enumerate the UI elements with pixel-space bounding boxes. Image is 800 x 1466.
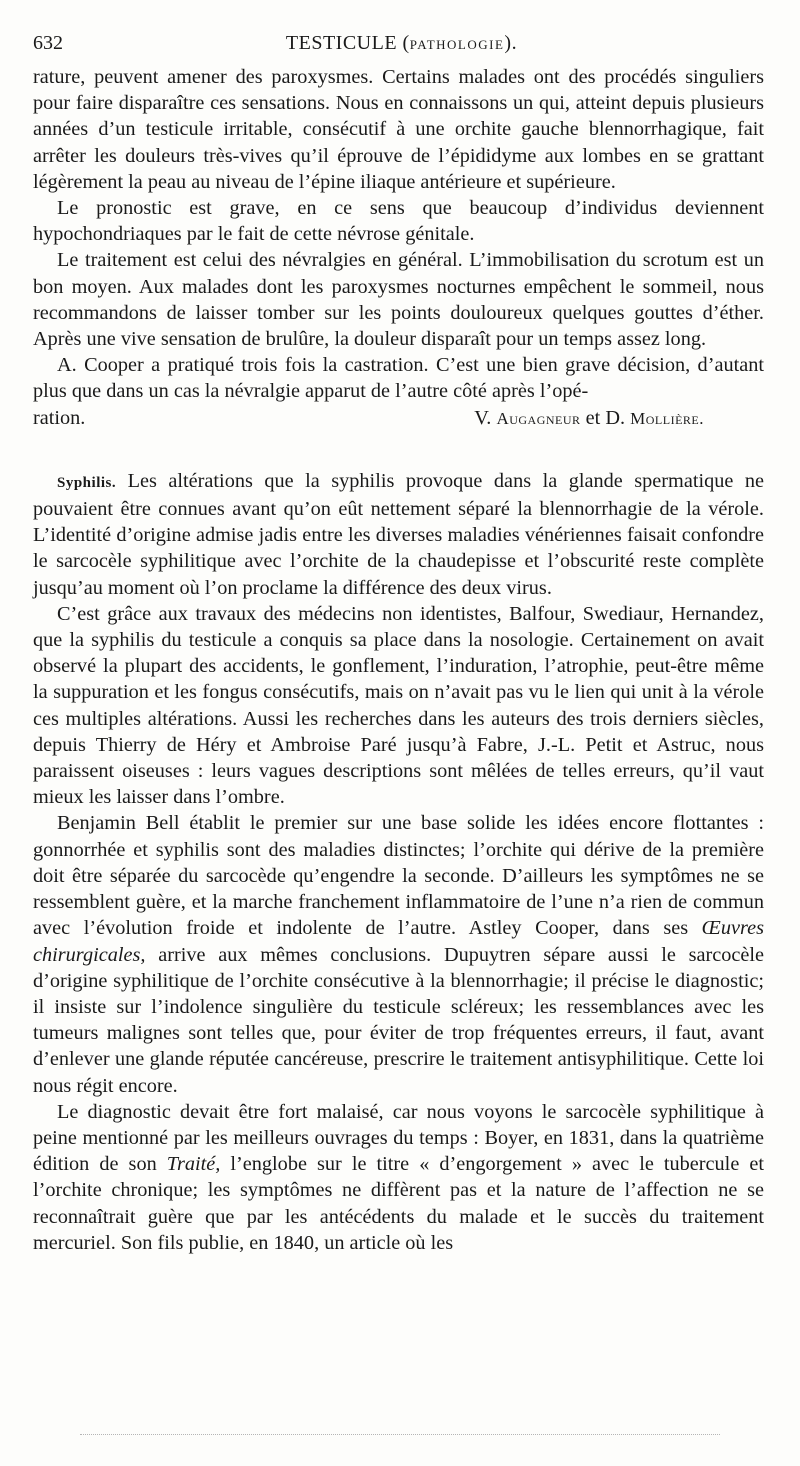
running-title: [33, 30, 770, 58]
running-header: [33, 30, 770, 56]
footer-rule: [80, 1434, 720, 1435]
paragraph-bell: [33, 810, 764, 1098]
running-title-subject: PATHOLOGIE: [409, 37, 505, 52]
paragraph-bell-text: Benjamin Bell établit le premier sur une base solide les idées encore flottantes : gonnorrhée et syphilis sont des maladies distinctes; l’orchite qui dérive de la première doit être séparée du sarcocède qu’engendre la seconde. D’ailleurs les symptômes ne se ressemblent guère, et la marche franchement inflammatoire de l’une n’a rien de commun avec l’évolution froide et indolente de l’autre. Astley Cooper, dans ses: [33, 812, 764, 940]
paragraph-diagnostic-text: Le diagnostic devait être fort malaisé, car nous voyons le sarcocèle syphilitique à peine mentionné par les meilleurs ouvrages du temps : Boyer, en 1831, dans la quatrième édition de son: [33, 1100, 764, 1176]
paragraph-identistes: C’est grâce aux travaux des médecins non identistes, Balfour, Swediaur, Hernandez, que la syphilis du testicule a conquis sa place dans la nosologie. Certainement on avait observé la plupart des accidents, le gonflement, l’induration, l’atrophie, peut-être même la suppuration et les fongus consécutifs, mais on n’avait pas vu le lien qui unit à la vérole ces multiples altérations. Aussi les recherches dans les auteurs des trois derniers siècles, depuis Thierry de Héry et Ambroise Paré jusqu’à Fabre, J.-L. Petit et Astruc, nous paraissent oiseuses : leurs vagues descriptions sont mêlées de telles erreurs, qu’il vaut mieux les laisser dans l’ombre.: [33, 602, 764, 809]
paragraph-bell-rest: arrive aux mêmes conclusions. Dupuytren sépare aussi le sarcocèle d’origine syphilitique de l’orchite consécutive à la blennorrhagie; il précise le diagnostic; il insiste sur l’indolence singulière du testicule scléreux; les ressemblances avec les tumeurs malignes sont telles que, pour éviter de trop fréquentes erreurs, il faut, avant d’enlever une glande réputée cancéreuse, prescrire le traitement antisyphilitique. Cette loi nous régit encore.: [33, 943, 764, 1097]
paragraph-syphilis-intro: [33, 468, 764, 601]
author-name-augagneur: Augagneur: [496, 408, 581, 428]
paragraph-syphilis-text: Les altérations que la syphilis provoque dans la glande spermatique ne pouvaient être connues avant qu’on eût nettement séparé la blennorrhagie de la vérole. L’identité d’origine admise jadis entre les diverses maladies vénériennes faisait confondre le sarcocèle syphilitique avec l’orchite de la chaudepisse et l’obscurité reste complète jusqu’au moment où l’on proclame la différence des deux virus.: [33, 469, 764, 599]
paragraph-diagnostic-rest: l’englobe sur le titre « d’engorgement » avec le tubercule et l’orchite chronique; les symptômes ne diffèrent pas et la nature de l’affection ne se reconnaîtrait guère que par les antécédents du malade et le succès du traitement mercuriel. Son fils publie, en 1840, un article où les: [33, 1153, 764, 1254]
paragraph-diagnostic: [33, 1099, 764, 1256]
signature-line: [33, 405, 764, 432]
page-number: 632: [33, 32, 63, 54]
running-title-main: TESTICULE (: [285, 32, 410, 54]
paragraph-pronostic: Le pronostic est grave, en ce sens que beaucoup d’individus deviennent hypochondriaques par le fait de cette névrose génitale.: [33, 197, 764, 246]
paragraph-cooper: A. Cooper a pratiqué trois fois la castration. C’est une bien grave décision, d’autant plus que dans un cas la névralgie apparut de l’autre côté après l’opé-: [33, 354, 764, 403]
paragraph-traitement: Le traitement est celui des névralgies en général. L’immobilisation du scrotum est un bon moyen. Aux malades dont les paroxysmes nocturnes empêchent le sommeil, nous recommandons de laisser tomber sur les points douloureux quelques gouttes d’éther. Après une vive sensation de brulûre, la douleur disparaît pour un temps assez long.: [33, 249, 764, 351]
signature-initial: V.: [474, 406, 492, 429]
paragraph-continuation: rature, peuvent amener des paroxysmes. Certains malades ont des procédés singuliers pour faire disparaître ces sensations. Nous en connaissons un qui, atteint depuis plusieurs années d’un testicule irritable, consécutif à une orchite gauche blennorrhagique, fait arrêter les douleurs très-vives qu’il éprouve de l’épididyme aux lombes en se grattant légèrement la peau au niveau de l’épine iliaque antérieure et supérieure.: [33, 66, 764, 193]
paragraph-cooper-end: ration.: [33, 406, 86, 429]
italic-title-oeuvres: Œuvres chirurgicales,: [33, 917, 764, 966]
author-signature: [474, 405, 764, 432]
signature-et: et D.: [585, 406, 626, 429]
section-gap: [33, 432, 764, 468]
author-name-molliere: Mollière.: [630, 408, 704, 428]
section-heading-syphilis: Syphilis.: [57, 474, 117, 491]
running-title-close: ).: [504, 32, 518, 54]
italic-title-traite: Traité,: [166, 1153, 221, 1176]
text-column: [33, 64, 764, 1256]
